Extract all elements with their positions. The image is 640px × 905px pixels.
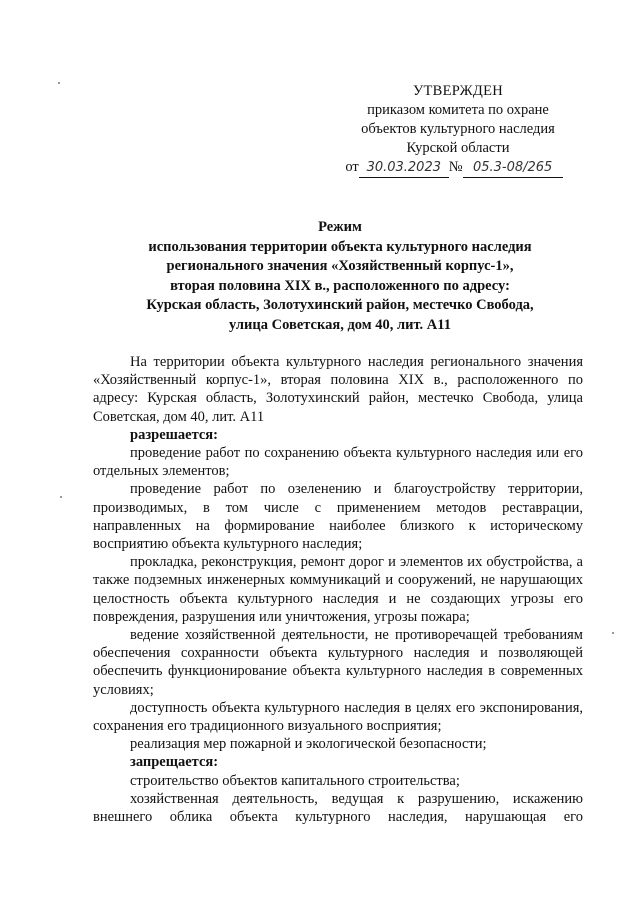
forbidden-item: строительство объектов капитального строительства; — [130, 772, 460, 789]
title-line-2: использования территории объекта культурного наследия — [148, 238, 532, 255]
scan-speck — [60, 496, 62, 498]
allowed-item: прокладка, реконструкция, ремонт дорог и элементов их обустройства, а также подземных инженерных коммуникаций и сооружений, не нарушающих целостность объекта культурного наследия и не создающих угрозы его повреждения, разрушения или уничтожения, угрозы пожара; — [93, 554, 583, 625]
number-label: № — [448, 159, 463, 175]
scan-speck — [612, 632, 614, 634]
handwritten-number: 05.3-08/265 — [463, 158, 563, 178]
handwritten-date: 30.03.2023 — [359, 158, 449, 178]
allowed-label: разрешается: — [130, 426, 218, 443]
title-line-1: Режим — [318, 219, 362, 235]
title-line-3: регионального значения «Хозяйственный корпус-1», — [166, 258, 514, 274]
title-line-5: Курская область, Золотухинский район, местечко Свобода, — [146, 297, 534, 313]
document-title — [100, 218, 580, 335]
document-body — [93, 353, 583, 826]
title-line-4: вторая половина XIX в., расположенного по адресу: — [170, 277, 510, 294]
forbidden-item: хозяйственная деятельность, ведущая к разрушению, искажению внешнего облика объекта культурного наследия, нарушающая его — [93, 790, 583, 826]
allowed-item: доступность объекта культурного наследия в целях его экспонирования, сохранения его традиционного визуального восприятия; — [93, 699, 583, 735]
approval-title: УТВЕРЖДЕН — [412, 83, 504, 99]
title-line-6: улица Советская, дом 40, лит. А11 — [229, 316, 451, 333]
approval-line-2: объектов культурного наследия — [361, 121, 555, 137]
approval-stamp-block — [318, 82, 598, 178]
from-label: от — [345, 159, 359, 175]
allowed-item: проведение работ по озеленению и благоустройству территории, производимых, в том числе с применением методов реставрации, направленных на формирование наиболее близкого к историческому восприятию объекта культурного наследия; — [93, 481, 583, 553]
scan-speck — [58, 82, 60, 84]
allowed-item: ведение хозяйственной деятельности, не противоречащей требованиям обеспечения сохранности объекта культурного наследия и позволяющей обеспечить функционирование объекта культурного наследия в современных условиях; — [93, 627, 583, 698]
allowed-item: реализация мер пожарной и экологической безопасности; — [130, 736, 487, 753]
approval-line-3: Курской области — [406, 140, 510, 156]
approval-date-number — [345, 158, 562, 178]
intro-paragraph: На территории объекта культурного наследия регионального значения «Хозяйственный корпус-1», вторая половина XIX в., расположенного по адресу: Курская область, Золотухинский район, местечко Свобода, улица Советская, дом 40, лит. А11 — [93, 354, 583, 425]
forbidden-label: запрещается: — [130, 754, 219, 771]
allowed-item: проведение работ по сохранению объекта культурного наследия или его отдельных элементов; — [93, 445, 583, 480]
approval-line-1: приказом комитета по охране — [367, 102, 549, 118]
